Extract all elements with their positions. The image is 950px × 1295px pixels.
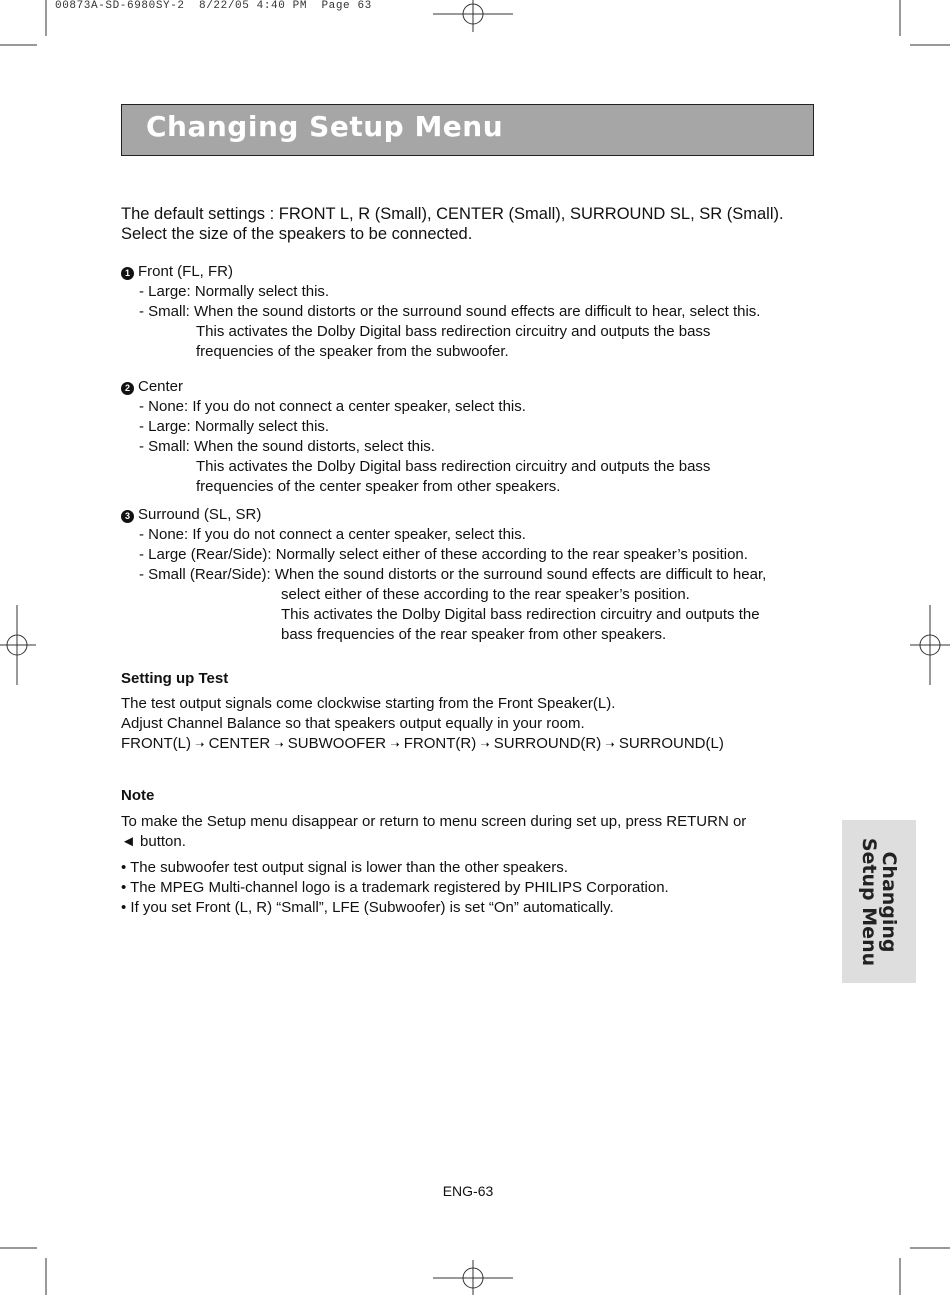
intro-line-2: Select the size of the speakers to be connected. <box>121 225 473 243</box>
note-heading: Note <box>121 787 155 804</box>
list-item <box>121 545 766 565</box>
test-sequence <box>121 734 724 755</box>
note-line-1: To make the Setup menu disappear or return to menu screen during set up, press RETURN or <box>121 813 747 830</box>
sequence-item: FRONT(L) <box>121 735 191 752</box>
section-surround-title: Surround (SL, SR) <box>138 506 262 523</box>
section-surround <box>121 505 766 645</box>
section-center-title: Center <box>138 378 184 395</box>
sequence-item: CENTER <box>208 735 271 752</box>
sequence-item: SUBWOOFER <box>287 735 387 752</box>
section-front-heading <box>121 262 760 282</box>
print-slug: 00873A-SD-6980SY-2 8/22/05 4:40 PM Page 63 <box>55 0 372 12</box>
continuation-line: frequencies of the center speaker from other speakers. <box>196 478 561 495</box>
arrow-icon: ➝ <box>390 739 400 751</box>
side-tab-label <box>859 837 899 965</box>
side-tab <box>842 820 916 983</box>
continuation-line: This activates the Dolby Digital bass redirection circuitry and outputs the bass <box>196 458 711 475</box>
item-text: When the sound distorts, select this. <box>194 438 435 455</box>
intro-text <box>121 204 784 244</box>
side-tab-line-2: Setup Menu <box>858 837 880 966</box>
item-label: - Large (Rear/Side): <box>139 546 272 563</box>
note-section <box>121 786 746 918</box>
page-number: ENG-63 <box>442 1183 494 1199</box>
item-label: - Small: <box>139 303 190 320</box>
page-title: Changing Setup Menu <box>146 110 504 143</box>
arrow-icon: ➝ <box>480 739 490 751</box>
sequence-item: FRONT(R) <box>403 735 477 752</box>
note-bullet: • The subwoofer test output signal is lower than the other speakers. <box>121 859 568 876</box>
intro-line-1: The default settings : FRONT L, R (Small), CENTER (Small), SURROUND SL, SR (Small). <box>121 205 784 223</box>
item-label: - None: <box>139 526 189 543</box>
test-line-2: Adjust Channel Balance so that speakers output equally in your room. <box>121 715 585 732</box>
note-bullet: • The MPEG Multi-channel logo is a trademark registered by PHILIPS Corporation. <box>121 879 669 896</box>
list-item <box>121 437 710 457</box>
continuation-line: select either of these according to the rear speaker’s position. <box>281 586 690 603</box>
test-heading: Setting up Test <box>121 670 229 687</box>
section-front-title: Front (FL, FR) <box>138 263 234 280</box>
test-section <box>121 669 724 755</box>
item-text: Normally select this. <box>194 283 330 300</box>
registration-mark-bottom <box>433 1260 513 1295</box>
section-center-heading <box>121 377 710 397</box>
note-line-2: ◄ button. <box>121 833 186 850</box>
arrow-icon: ➝ <box>605 739 615 751</box>
item-label: - Small: <box>139 438 190 455</box>
test-line-1: The test output signals come clockwise starting from the Front Speaker(L). <box>121 695 616 712</box>
item-text: If you do not connect a center speaker, select this. <box>192 526 526 543</box>
list-item <box>121 302 760 322</box>
item-text: If you do not connect a center speaker, select this. <box>192 398 526 415</box>
registration-mark-top <box>433 0 513 32</box>
continuation-line: bass frequencies of the rear speaker from other speakers. <box>281 626 667 643</box>
item-text: Normally select this. <box>194 418 330 435</box>
arrow-icon: ➝ <box>195 739 205 751</box>
section-surround-heading <box>121 505 766 525</box>
note-bullet: • If you set Front (L, R) “Small”, LFE (Subwoofer) is set “On” automatically. <box>121 899 614 916</box>
item-text: When the sound distorts or the surround sound effects are difficult to hear, select this. <box>194 303 761 320</box>
continuation-line: frequencies of the speaker from the subwoofer. <box>196 343 509 360</box>
continuation-line: This activates the Dolby Digital bass redirection circuitry and outputs the <box>281 606 760 623</box>
sequence-item: SURROUND(L) <box>618 735 724 752</box>
number-marker-2: 2 <box>121 382 134 395</box>
item-label: - Large: <box>139 283 191 300</box>
list-item <box>121 397 710 417</box>
registration-mark-right <box>910 605 950 685</box>
list-item <box>121 417 710 437</box>
list-item <box>121 525 766 545</box>
number-marker-3: 3 <box>121 510 134 523</box>
section-center <box>121 377 710 497</box>
item-label: - Large: <box>139 418 191 435</box>
list-item <box>121 565 766 585</box>
item-text: When the sound distorts or the surround sound effects are difficult to hear, <box>274 566 767 583</box>
item-label: - Small (Rear/Side): <box>139 566 271 583</box>
list-item <box>121 282 760 302</box>
section-front <box>121 262 760 362</box>
item-text: Normally select either of these according to the rear speaker’s position. <box>275 546 748 563</box>
registration-mark-left <box>0 605 36 685</box>
side-tab-line-1: Changing <box>878 850 900 953</box>
sequence-item: SURROUND(R) <box>493 735 602 752</box>
number-marker-1: 1 <box>121 267 134 280</box>
continuation-line: This activates the Dolby Digital bass redirection circuitry and outputs the bass <box>196 323 711 340</box>
arrow-icon: ➝ <box>274 739 284 751</box>
item-label: - None: <box>139 398 189 415</box>
title-bar <box>121 104 814 156</box>
